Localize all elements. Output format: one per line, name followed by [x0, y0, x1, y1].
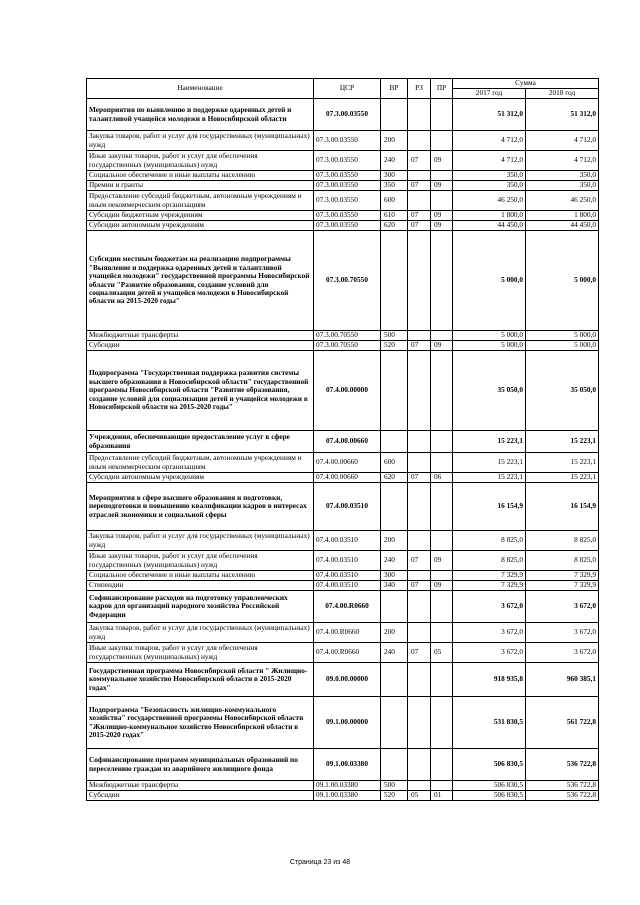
cell-sum-2017: 4 712,0 [453, 151, 526, 171]
table-row [87, 181, 599, 191]
cell-csr: 07.3.00.03550 [314, 181, 381, 191]
table-row [87, 581, 599, 591]
cell-vr [381, 749, 408, 781]
cell-vr: 350 [381, 181, 408, 191]
table-row [87, 221, 599, 231]
cell-vr: 340 [381, 581, 408, 591]
cell-pr [431, 531, 453, 551]
cell-sum-2018: 960 385,1 [526, 663, 599, 697]
cell-name: Межбюджетные трансферты [87, 781, 314, 791]
cell-rz [408, 591, 431, 623]
table-row [87, 99, 599, 131]
cell-csr: 07.3.00.03550 [314, 171, 381, 181]
cell-sum-2017: 506 830,5 [453, 791, 526, 801]
cell-sum-2018: 15 223,1 [526, 431, 599, 453]
cell-name: Закупка товаров, работ и услуг для государственных (муниципальных) нужд [87, 131, 314, 151]
table-row [87, 341, 599, 351]
cell-name: Премии и гранты [87, 181, 314, 191]
cell-name: Софинансирование программ муниципальных образований по переселению граждан из аварийного жилищного фонда [87, 749, 314, 781]
cell-vr: 240 [381, 551, 408, 571]
cell-csr: 07.4.00.03510 [314, 531, 381, 551]
table-row [87, 483, 599, 531]
cell-sum-2017: 7 329,9 [453, 571, 526, 581]
cell-csr: 07.4.00.00000 [314, 351, 381, 431]
header-year-2018: 2018 год [526, 89, 599, 99]
cell-pr [431, 331, 453, 341]
table-row [87, 531, 599, 551]
cell-csr: 07.3.00.03550 [314, 191, 381, 211]
cell-pr: 09 [431, 551, 453, 571]
cell-rz: 05 [408, 791, 431, 801]
cell-name: Субсидии автономным учреждениям [87, 473, 314, 483]
cell-sum-2017: 16 154,9 [453, 483, 526, 531]
cell-sum-2018: 8 825,0 [526, 551, 599, 571]
header-sum: Сумма [453, 79, 599, 89]
cell-pr [431, 663, 453, 697]
cell-csr: 07.3.00.03550 [314, 99, 381, 131]
cell-sum-2018: 350,0 [526, 171, 599, 181]
cell-sum-2018: 51 312,0 [526, 99, 599, 131]
cell-sum-2017: 15 223,1 [453, 473, 526, 483]
cell-pr [431, 781, 453, 791]
cell-vr [381, 231, 408, 331]
cell-name: Субсидии [87, 791, 314, 801]
cell-csr: 07.4.00.00660 [314, 453, 381, 473]
cell-vr: 610 [381, 211, 408, 221]
table-row [87, 453, 599, 473]
header-row [87, 79, 599, 89]
cell-vr: 520 [381, 341, 408, 351]
cell-pr [431, 431, 453, 453]
cell-name: Иные закупки товаров, работ и услуг для обеспечения государственных (муниципальных) нужд [87, 551, 314, 571]
cell-sum-2017: 35 050,0 [453, 351, 526, 431]
cell-pr: 09 [431, 221, 453, 231]
cell-name: Подпрограмма "Безопасность жилищно-коммунального хозяйства" государственной программы Новосибирской области "Жилищно-коммунальное хозяйство Новосибирской области в 2015-2020 годах" [87, 697, 314, 749]
cell-name: Субсидии автономным учреждениям [87, 221, 314, 231]
cell-sum-2018: 15 223,1 [526, 473, 599, 483]
cell-rz: 07 [408, 151, 431, 171]
table-row [87, 643, 599, 663]
cell-name: Субсидии [87, 341, 314, 351]
cell-sum-2018: 5 000,0 [526, 231, 599, 331]
cell-name: Предоставление субсидий бюджетным, автономным учреждениям и иным некоммерческим организациям [87, 191, 314, 211]
cell-csr: 07.4.00.R0660 [314, 623, 381, 643]
cell-rz [408, 171, 431, 181]
cell-pr [431, 171, 453, 181]
cell-rz: 07 [408, 581, 431, 591]
table-row [87, 351, 599, 431]
cell-sum-2017: 51 312,0 [453, 99, 526, 131]
cell-sum-2018: 44 450,0 [526, 221, 599, 231]
cell-sum-2017: 506 830,5 [453, 781, 526, 791]
cell-rz [408, 191, 431, 211]
cell-csr: 07.3.00.03550 [314, 151, 381, 171]
cell-sum-2017: 5 000,0 [453, 331, 526, 341]
header-rz: РЗ [408, 79, 431, 99]
cell-pr: 05 [431, 643, 453, 663]
cell-sum-2017: 1 800,0 [453, 211, 526, 221]
cell-sum-2017: 44 450,0 [453, 221, 526, 231]
cell-name: Иные закупки товаров, работ и услуг для обеспечения государственных (муниципальных) нужд [87, 151, 314, 171]
cell-rz: 07 [408, 473, 431, 483]
cell-sum-2017: 531 830,5 [453, 697, 526, 749]
cell-sum-2017: 506 830,5 [453, 749, 526, 781]
table-body [87, 79, 599, 801]
cell-pr [431, 697, 453, 749]
cell-vr: 520 [381, 791, 408, 801]
cell-rz [408, 331, 431, 341]
cell-sum-2018: 4 712,0 [526, 151, 599, 171]
cell-sum-2018: 4 712,0 [526, 131, 599, 151]
cell-sum-2017: 5 000,0 [453, 341, 526, 351]
cell-name: Стипендии [87, 581, 314, 591]
cell-csr: 07.4.00.03510 [314, 571, 381, 581]
cell-name: Мероприятия в сфере высшего образования и подготовки, переподготовки и повышению квалификации кадров в интересах отраслей экономики и социальной сферы [87, 483, 314, 531]
cell-csr: 07.4.00.R0660 [314, 591, 381, 623]
cell-name: Межбюджетные трансферты [87, 331, 314, 341]
cell-sum-2017: 350,0 [453, 181, 526, 191]
cell-vr: 600 [381, 191, 408, 211]
cell-name: Подпрограмма "Государственная поддержка развития системы высшего образования в Новосибирской области" государственной программы Новосибирской области "Развитие образования, создание условий для социализации детей и учащейся молодежи в Новосибирской области на 2015-2020 годы" [87, 351, 314, 431]
cell-rz [408, 623, 431, 643]
cell-pr [431, 591, 453, 623]
cell-rz [408, 131, 431, 151]
cell-pr [431, 749, 453, 781]
cell-sum-2018: 1 800,0 [526, 211, 599, 221]
cell-vr: 500 [381, 331, 408, 341]
cell-rz: 07 [408, 211, 431, 221]
cell-sum-2018: 536 722,8 [526, 781, 599, 791]
cell-pr [431, 191, 453, 211]
cell-rz [408, 531, 431, 551]
cell-pr [431, 351, 453, 431]
cell-sum-2017: 7 329,9 [453, 581, 526, 591]
cell-vr: 240 [381, 643, 408, 663]
cell-csr: 07.4.00.03510 [314, 581, 381, 591]
header-name: Наименование [87, 79, 314, 99]
table-row [87, 781, 599, 791]
cell-rz [408, 571, 431, 581]
table-row [87, 791, 599, 801]
page-footer: Страница 23 из 48 [289, 859, 351, 866]
cell-csr: 09.1.00.03380 [314, 791, 381, 801]
cell-rz [408, 99, 431, 131]
cell-pr: 09 [431, 151, 453, 171]
cell-rz [408, 697, 431, 749]
cell-sum-2018: 536 722,8 [526, 791, 599, 801]
cell-vr: 200 [381, 131, 408, 151]
cell-name: Субсидии местным бюджетам на реализацию подпрограммы "Выявление и поддержка одаренных детей и талантливой учащейся молодежи" государственной программы Новосибирской области "Развитие образования, создание условий для социализации детей и учащейся молодежи в Новосибирской области на 2015-2020 годы" [87, 231, 314, 331]
cell-sum-2018: 350,0 [526, 181, 599, 191]
cell-sum-2018: 561 722,8 [526, 697, 599, 749]
cell-name: Закупка товаров, работ и услуг для государственных (муниципальных) нужд [87, 623, 314, 643]
cell-vr: 300 [381, 171, 408, 181]
table-row [87, 473, 599, 483]
cell-csr: 09.0.00.00000 [314, 663, 381, 697]
cell-vr [381, 99, 408, 131]
cell-sum-2017: 8 825,0 [453, 531, 526, 551]
cell-name: Мероприятия по выявлению и поддержке одаренных детей и талантливой учащейся молодежи в Новосибирской области [87, 99, 314, 131]
cell-sum-2018: 35 050,0 [526, 351, 599, 431]
cell-rz: 07 [408, 221, 431, 231]
cell-rz [408, 351, 431, 431]
table-row [87, 571, 599, 581]
cell-sum-2017: 3 672,0 [453, 623, 526, 643]
cell-csr: 09.1.00.00000 [314, 697, 381, 749]
cell-pr: 09 [431, 341, 453, 351]
cell-csr: 07.3.00.70550 [314, 341, 381, 351]
cell-rz: 07 [408, 643, 431, 663]
cell-pr: 01 [431, 791, 453, 801]
cell-pr: 06 [431, 473, 453, 483]
cell-sum-2018: 8 825,0 [526, 531, 599, 551]
table-row [87, 131, 599, 151]
cell-rz: 07 [408, 341, 431, 351]
cell-vr [381, 591, 408, 623]
header-csr: ЦСР [314, 79, 381, 99]
cell-sum-2018: 7 329,9 [526, 581, 599, 591]
cell-pr [431, 99, 453, 131]
cell-csr: 09.1.00.03380 [314, 781, 381, 791]
cell-csr: 07.4.00.00660 [314, 431, 381, 453]
cell-name: Софинансирование расходов на подготовку управленческих кадров для организаций народного хозяйства Российской Федерации [87, 591, 314, 623]
cell-name: Социальное обеспечение и иные выплаты населению [87, 571, 314, 581]
cell-pr [431, 483, 453, 531]
table-row [87, 697, 599, 749]
cell-rz [408, 231, 431, 331]
cell-vr: 620 [381, 221, 408, 231]
table-row [87, 591, 599, 623]
cell-sum-2017: 4 712,0 [453, 131, 526, 151]
cell-pr [431, 131, 453, 151]
budget-table [86, 78, 599, 801]
cell-pr: 09 [431, 581, 453, 591]
cell-sum-2018: 536 722,8 [526, 749, 599, 781]
cell-vr [381, 483, 408, 531]
cell-sum-2017: 350,0 [453, 171, 526, 181]
cell-vr [381, 697, 408, 749]
cell-pr [431, 623, 453, 643]
cell-sum-2018: 5 000,0 [526, 331, 599, 341]
cell-sum-2018: 16 154,9 [526, 483, 599, 531]
cell-name: Социальное обеспечение и иные выплаты населению [87, 171, 314, 181]
cell-vr [381, 351, 408, 431]
cell-csr: 07.4.00.R0660 [314, 643, 381, 663]
header-vr: ВР [381, 79, 408, 99]
table-row [87, 171, 599, 181]
table-row [87, 151, 599, 171]
cell-csr: 07.4.00.03510 [314, 551, 381, 571]
cell-sum-2017: 3 672,0 [453, 643, 526, 663]
cell-vr: 200 [381, 531, 408, 551]
cell-sum-2018: 15 223,1 [526, 453, 599, 473]
cell-vr: 620 [381, 473, 408, 483]
table-row [87, 663, 599, 697]
cell-pr [431, 571, 453, 581]
table-row [87, 551, 599, 571]
cell-rz [408, 453, 431, 473]
cell-sum-2017: 8 825,0 [453, 551, 526, 571]
table-row [87, 431, 599, 453]
table-row [87, 331, 599, 341]
cell-sum-2018: 5 000,0 [526, 341, 599, 351]
cell-rz [408, 749, 431, 781]
cell-vr [381, 431, 408, 453]
cell-name: Иные закупки товаров, работ и услуг для обеспечения государственных (муниципальных) нужд [87, 643, 314, 663]
header-year-2017: 2017 год [453, 89, 526, 99]
cell-sum-2018: 46 250,0 [526, 191, 599, 211]
header-pr: ПР [431, 79, 453, 99]
cell-vr: 240 [381, 151, 408, 171]
cell-sum-2017: 15 223,1 [453, 431, 526, 453]
cell-name: Закупка товаров, работ и услуг для государственных (муниципальных) нужд [87, 531, 314, 551]
cell-vr [381, 663, 408, 697]
cell-vr: 300 [381, 571, 408, 581]
cell-csr: 07.3.00.03550 [314, 131, 381, 151]
table-row [87, 749, 599, 781]
cell-pr [431, 231, 453, 331]
cell-csr: 07.4.00.03510 [314, 483, 381, 531]
cell-vr: 500 [381, 781, 408, 791]
cell-sum-2017: 46 250,0 [453, 191, 526, 211]
cell-rz [408, 663, 431, 697]
cell-name: Государственная программа Новосибирской области " Жилищно-коммунальное хозяйство Новосибирской области в 2015-2020 годах" [87, 663, 314, 697]
cell-name: Субсидии бюджетным учреждениям [87, 211, 314, 221]
cell-csr: 07.3.00.70550 [314, 331, 381, 341]
cell-rz [408, 781, 431, 791]
cell-rz: 07 [408, 181, 431, 191]
cell-name: Предоставление субсидий бюджетным, автономным учреждениям и иным некоммерческим организациям [87, 453, 314, 473]
cell-csr: 07.3.00.70550 [314, 231, 381, 331]
cell-sum-2018: 7 329,9 [526, 571, 599, 581]
cell-rz [408, 483, 431, 531]
cell-sum-2017: 3 672,0 [453, 591, 526, 623]
cell-csr: 09.1.00.03380 [314, 749, 381, 781]
cell-sum-2018: 3 672,0 [526, 623, 599, 643]
cell-sum-2018: 3 672,0 [526, 591, 599, 623]
cell-rz: 07 [408, 551, 431, 571]
cell-csr: 07.4.00.00660 [314, 473, 381, 483]
cell-pr [431, 453, 453, 473]
cell-vr: 200 [381, 623, 408, 643]
cell-sum-2017: 5 000,0 [453, 231, 526, 331]
cell-sum-2017: 918 935,8 [453, 663, 526, 697]
cell-pr: 09 [431, 181, 453, 191]
cell-csr: 07.3.00.03550 [314, 211, 381, 221]
table-row [87, 211, 599, 221]
table-row [87, 231, 599, 331]
cell-sum-2017: 15 223,1 [453, 453, 526, 473]
cell-sum-2018: 3 672,0 [526, 643, 599, 663]
cell-name: Учреждения, обеспечивающие предоставление услуг в сфере образования [87, 431, 314, 453]
cell-rz [408, 431, 431, 453]
cell-vr: 600 [381, 453, 408, 473]
table-row [87, 191, 599, 211]
cell-csr: 07.3.00.03550 [314, 221, 381, 231]
table-row [87, 623, 599, 643]
cell-pr: 09 [431, 211, 453, 221]
